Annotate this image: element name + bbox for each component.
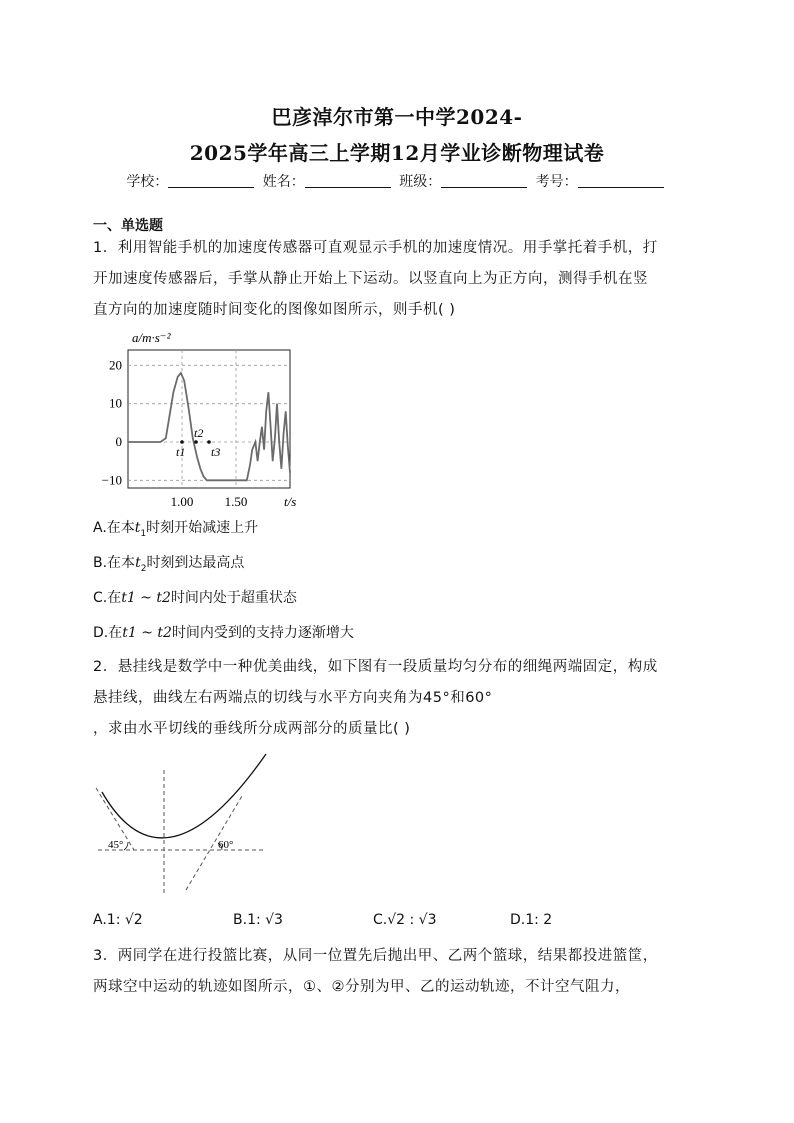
q2-option-d-value: 1: 2 [525,912,553,928]
class-field[interactable] [441,173,527,188]
question-2-line: ，求由水平切线的垂线所分成两部分的质量比( ) [93,721,411,737]
option-d-text: 时间内受到的支持力逐渐增大 [171,625,354,641]
exam-number-field[interactable] [578,173,664,188]
question-3-line: 3．两同学在进行投篮比赛，从同一位置先后抛出甲、乙两个篮球，结果都投进篮筐， [93,948,658,964]
catenary-diagram [94,750,274,900]
q2-option-d[interactable] [510,912,552,928]
y-tick-label: −10 [101,472,122,488]
exam-number-label: 考号： [535,174,578,190]
question-2-line: 2．悬挂线是数学中一种优美曲线，如下图有一段质量均匀分布的细绳两端固定，构成 [93,659,658,675]
option-d-range: t1 ~ t2 [122,625,172,641]
y-tick-label: 10 [109,395,122,411]
question-1-line: 直方向的加速度随时间变化的图像如图所示，则手机( ) [93,302,456,318]
option-b-prefix: B.在本 [93,555,136,571]
marker-label-t2: t2 [194,426,204,440]
x-axis-label: t/s [284,494,297,508]
name-label: 姓名： [262,174,305,190]
option-b-sub: 2 [140,563,147,574]
exam-title-line2: 2025学年高三上学期12月学业诊断物理试卷 [189,141,605,165]
school-label: 学校： [126,174,169,190]
question-3-line: 两球空中运动的轨迹如图所示，①、②分别为甲、乙的运动轨迹，不计空气阻力， [93,979,630,995]
acceleration-time-chart [90,328,320,508]
q2-option-c[interactable] [373,912,437,928]
acceleration-series-line [128,373,290,480]
option-d[interactable] [93,622,354,642]
option-c-prefix: C.在 [93,590,122,606]
question-2 [93,652,705,745]
school-field[interactable] [168,173,254,188]
name-field[interactable] [305,173,391,188]
option-a-sub: 1 [140,528,147,539]
question-1-line: 1．利用智能手机的加速度传感器可直观显示手机的加速度情况。用手掌托着手机，打 [93,240,658,256]
question-1-line: 开加速度传感器后，手掌从静止开始上下运动。以竖直向上为正方向，测得手机在竖 [93,271,648,287]
y-axis-label: a/m·s⁻² [132,330,171,345]
exam-title-line1: 巴彦淖尔市第一中学2024- [271,105,523,129]
option-a-prefix: A.在本 [93,520,135,536]
q2-option-c-label: C. [373,912,388,928]
option-b-var: t [135,555,141,571]
q2-option-b-value: 1: √3 [247,912,283,928]
y-tick-label: 0 [115,434,122,449]
option-a-text: 时刻开始减速上升 [146,520,259,536]
x-tick-label: 1.50 [224,494,248,508]
marker-label-t1: t1 [176,445,186,459]
marker-t1 [180,440,184,444]
q2-option-b[interactable] [233,912,283,928]
option-b[interactable] [93,552,244,574]
class-label: 班级： [399,174,442,190]
option-b-text: 时刻到达最高点 [146,555,245,571]
q2-option-d-label: D. [510,912,526,928]
q2-option-a-label: A. [93,912,107,928]
option-c-range: t1 ~ t2 [121,590,171,606]
section-title: 一、单选题 [93,218,163,234]
marker-t2 [194,440,198,444]
y-tick-label: 20 [109,357,122,373]
student-info-row [0,171,794,191]
marker-t3 [207,440,211,444]
option-a[interactable] [93,517,258,539]
option-c-text: 时间内处于超重状态 [170,590,297,606]
q2-option-c-value: √2 : √3 [387,912,437,928]
question-3 [93,941,705,1003]
q2-option-a-value: 1: √2 [106,912,143,928]
option-a-var: t [134,520,141,536]
q2-option-a[interactable] [93,912,143,928]
x-tick-label: 1.00 [170,494,194,508]
marker-label-t3: t3 [211,445,221,459]
question-2-line: 悬挂线，曲线左右两端点的切线与水平方向夹角为45°和60° [93,690,493,706]
angle-45-label: 45° [108,839,124,851]
option-c[interactable] [93,587,297,607]
option-d-prefix: D.在 [93,625,123,641]
question-1 [93,233,705,326]
q2-option-b-label: B. [233,912,248,928]
angle-60-label: 60° [218,839,234,851]
